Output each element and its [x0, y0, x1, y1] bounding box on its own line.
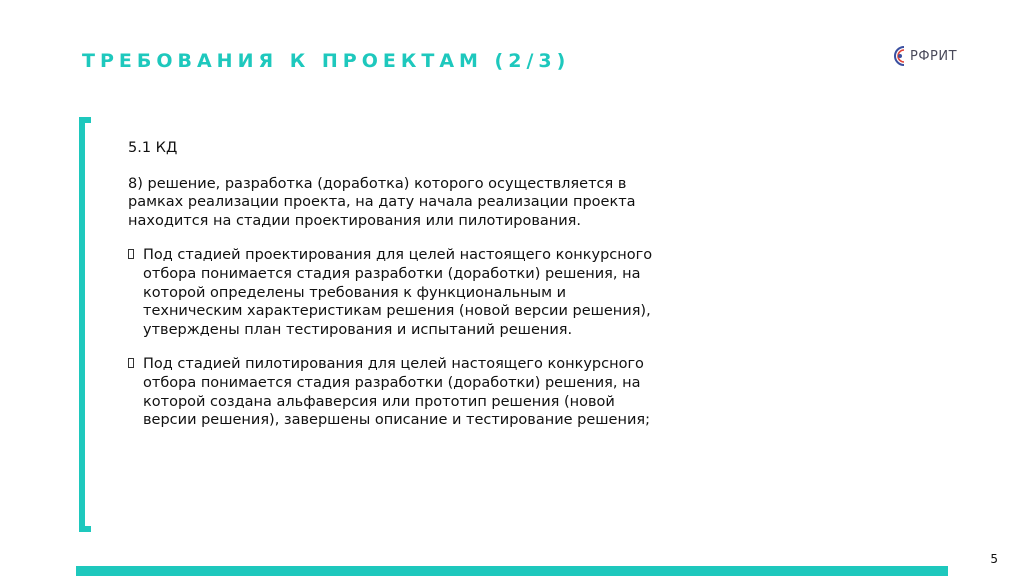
bullet-item-pilot-stage: [128, 355, 668, 429]
left-bracket-decoration: [79, 117, 91, 532]
rfrit-logo-icon: [892, 45, 908, 67]
criterion-paragraph: 8) решение, разработка (доработка) которого осуществляется в рамках реализации проекта, на дату начала реализации проекта находится на стадии проектирования или пилотирования.: [128, 175, 636, 229]
bullet-box-icon: [128, 249, 134, 259]
bullet-text: Под стадией проектирования для целей настоящего конкурсного отбора понимается стадия разработки (доработки) решения, на которой определены требования к функциональным и техническим характеристикам решения (новой версии решения), утверждены план тестирования и испытаний решения.: [143, 247, 653, 338]
bullet-item-design-stage: [128, 246, 668, 339]
bottom-accent-bar: [76, 566, 948, 576]
logo-text: РФРИТ: [910, 48, 958, 64]
page-number: 5: [990, 552, 998, 566]
logo: [892, 45, 957, 67]
section-label: 5.1 КД: [128, 140, 178, 156]
bullet-box-icon: [128, 358, 134, 368]
slide-content: [128, 139, 668, 446]
slide-title: ТРЕБОВАНИЯ К ПРОЕКТАМ (2/3): [82, 50, 571, 72]
bullet-text: Под стадией пилотирования для целей настоящего конкурсного отбора понимается стадия разработки (доработки) решения, на которой создана альфаверсия или прототип решения (новой версии решения), завершены описание и тестирование решения;: [143, 356, 650, 429]
